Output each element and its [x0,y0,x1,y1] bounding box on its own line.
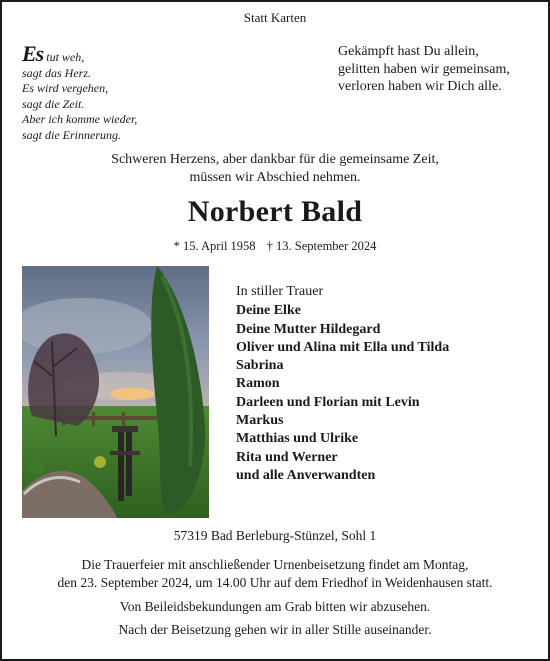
garden-landscape-image [22,266,209,518]
memorial-photo [22,266,209,518]
poem-left-line-1 [22,41,137,66]
deceased-name: Norbert Bald [187,195,363,228]
poem-right-line: Gekämpft hast Du allein, [338,44,479,59]
mourner-name: Matthias und Ulrike [236,431,359,447]
mourners-lead: In stiller Trauer [236,284,324,299]
mourner-name: Ramon [236,376,280,392]
poem-left [22,41,138,144]
poem-right-line: gelitten haben wir gemeinsam, [338,61,510,77]
service-line: den 23. September 2024, um 14.00 Uhr auf dem Friedhof in Weidenhausen statt. [57,575,493,590]
mourner-name: Sabrina [236,358,284,374]
poem-left-line: Aber ich komme wieder, [22,112,138,127]
poem-first-line-rest: tut weh, [43,50,85,64]
service-line: Die Trauerfeier mit anschließender Urnenbeisetzung findet am Montag, [81,557,469,572]
condolences-note: Von Beileidsbekundungen am Grab bitten wir abzusehen. [119,599,431,614]
header-statt-karten: Statt Karten [243,10,307,25]
service-info [2,556,548,592]
mourners-list [236,283,449,485]
poem-left-line: Es wird vergehen, [22,81,109,96]
burial-note: Nach der Beisetzung gehen wir in aller Stille auseinander. [118,622,432,637]
poem-left-line: sagt die Zeit. [22,96,85,111]
death-date: † 13. September 2024 [266,239,377,253]
intro-line: Schweren Herzens, aber dankbar für die gemeinsame Zeit, [111,152,439,167]
poem-right-line: verloren haben wir Dich alle. [338,79,502,94]
mourner-name: und alle Anverwandten [236,467,376,483]
mourner-name: Darleen und Florian mit Levin [236,394,420,410]
mourner-name: Markus [236,413,284,429]
intro-text [2,151,548,187]
life-dates [2,239,548,254]
mourner-name: Oliver und Alina mit Ella und Tilda [236,339,450,355]
mourner-name: Deine Elke [236,303,301,319]
poem-left-line: sagt das Herz. [22,65,92,80]
mourner-name: Deine Mutter Hildegard [236,321,381,337]
mourner-name: Rita und Werner [236,449,338,465]
intro-line: müssen wir Abschied nehmen. [189,170,361,185]
poem-right [338,43,510,96]
poem-initial: Es [22,41,44,66]
poem-left-line: sagt die Erinnerung. [22,127,121,142]
birth-date: * 15. April 1958 [173,239,256,253]
address: 57319 Bad Berleburg-Stünzel, Sohl 1 [173,528,377,543]
